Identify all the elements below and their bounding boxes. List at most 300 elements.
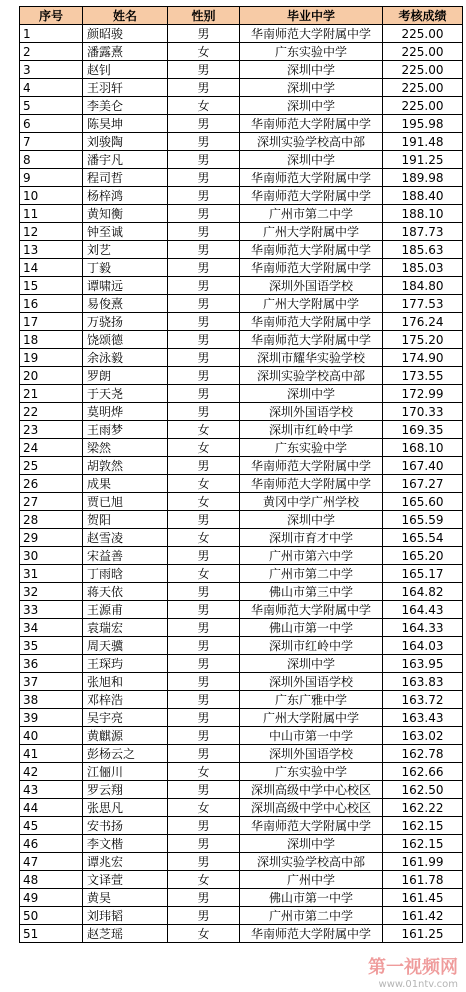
cell-no: 37 (20, 673, 83, 691)
cell-name: 易俊熹 (83, 295, 168, 313)
cell-score: 173.55 (383, 367, 463, 385)
cell-name: 宋益善 (83, 547, 168, 565)
table-row (20, 709, 463, 727)
cell-school: 深圳市红岭中学 (240, 637, 383, 655)
cell-school: 深圳中学 (240, 61, 383, 79)
table-row (20, 43, 463, 61)
cell-score: 163.72 (383, 691, 463, 709)
cell-school: 深圳中学 (240, 385, 383, 403)
cell-gender: 男 (168, 187, 240, 205)
header-score: 考核成绩 (383, 7, 463, 25)
cell-school: 佛山市第三中学 (240, 583, 383, 601)
cell-no: 10 (20, 187, 83, 205)
cell-name: 刘骏陶 (83, 133, 168, 151)
cell-name: 谭兆宏 (83, 853, 168, 871)
cell-score: 174.90 (383, 349, 463, 367)
cell-name: 江俪川 (83, 763, 168, 781)
cell-no: 25 (20, 457, 83, 475)
cell-score: 164.03 (383, 637, 463, 655)
cell-no: 4 (20, 79, 83, 97)
cell-no: 15 (20, 277, 83, 295)
cell-gender: 男 (168, 691, 240, 709)
cell-score: 185.03 (383, 259, 463, 277)
cell-school: 深圳高级中学中心校区 (240, 799, 383, 817)
score-table-container (19, 6, 463, 943)
cell-gender: 男 (168, 601, 240, 619)
table-row (20, 799, 463, 817)
cell-no: 23 (20, 421, 83, 439)
cell-school: 深圳中学 (240, 151, 383, 169)
cell-score: 165.59 (383, 511, 463, 529)
cell-score: 168.10 (383, 439, 463, 457)
cell-gender: 男 (168, 619, 240, 637)
table-row (20, 889, 463, 907)
cell-score: 164.82 (383, 583, 463, 601)
cell-school: 华南师范大学附属中学 (240, 817, 383, 835)
cell-score: 169.35 (383, 421, 463, 439)
cell-no: 19 (20, 349, 83, 367)
cell-name: 贺阳 (83, 511, 168, 529)
cell-school: 深圳中学 (240, 97, 383, 115)
cell-score: 188.10 (383, 205, 463, 223)
cell-school: 广东实验中学 (240, 763, 383, 781)
cell-score: 165.17 (383, 565, 463, 583)
cell-gender: 男 (168, 349, 240, 367)
cell-school: 深圳实验学校高中部 (240, 133, 383, 151)
cell-score: 167.40 (383, 457, 463, 475)
cell-score: 163.02 (383, 727, 463, 745)
cell-name: 于天尧 (83, 385, 168, 403)
cell-gender: 女 (168, 421, 240, 439)
table-row (20, 97, 463, 115)
cell-gender: 男 (168, 151, 240, 169)
table-row (20, 781, 463, 799)
cell-school: 广州市第二中学 (240, 205, 383, 223)
cell-name: 袁瑞宏 (83, 619, 168, 637)
table-row (20, 277, 463, 295)
cell-school: 华南师范大学附属中学 (240, 169, 383, 187)
cell-name: 莫明烨 (83, 403, 168, 421)
cell-no: 47 (20, 853, 83, 871)
cell-gender: 男 (168, 205, 240, 223)
cell-name: 成果 (83, 475, 168, 493)
table-row (20, 313, 463, 331)
table-row (20, 925, 463, 943)
cell-gender: 男 (168, 583, 240, 601)
cell-school: 华南师范大学附属中学 (240, 25, 383, 43)
cell-gender: 男 (168, 79, 240, 97)
cell-no: 22 (20, 403, 83, 421)
cell-gender: 男 (168, 727, 240, 745)
cell-gender: 男 (168, 367, 240, 385)
cell-name: 赵芝瑶 (83, 925, 168, 943)
cell-gender: 男 (168, 25, 240, 43)
cell-name: 张旭和 (83, 673, 168, 691)
table-row (20, 187, 463, 205)
table-row (20, 547, 463, 565)
cell-name: 杨梓鸿 (83, 187, 168, 205)
cell-gender: 男 (168, 907, 240, 925)
cell-score: 164.33 (383, 619, 463, 637)
cell-no: 12 (20, 223, 83, 241)
cell-name: 黄知衡 (83, 205, 168, 223)
cell-no: 20 (20, 367, 83, 385)
table-row (20, 511, 463, 529)
cell-gender: 男 (168, 889, 240, 907)
cell-school: 广州市第六中学 (240, 547, 383, 565)
cell-name: 刘艺 (83, 241, 168, 259)
table-row (20, 151, 463, 169)
cell-gender: 女 (168, 475, 240, 493)
cell-school: 华南师范大学附属中学 (240, 115, 383, 133)
cell-no: 16 (20, 295, 83, 313)
cell-name: 潘宇凡 (83, 151, 168, 169)
cell-name: 程司哲 (83, 169, 168, 187)
cell-score: 163.83 (383, 673, 463, 691)
cell-score: 172.99 (383, 385, 463, 403)
cell-gender: 女 (168, 43, 240, 61)
table-row (20, 205, 463, 223)
cell-gender: 男 (168, 115, 240, 133)
header-name: 姓名 (83, 7, 168, 25)
table-row (20, 241, 463, 259)
table-row (20, 223, 463, 241)
table-row (20, 763, 463, 781)
table-row (20, 853, 463, 871)
cell-no: 6 (20, 115, 83, 133)
cell-no: 41 (20, 745, 83, 763)
cell-score: 176.24 (383, 313, 463, 331)
cell-no: 48 (20, 871, 83, 889)
cell-name: 陈昊坤 (83, 115, 168, 133)
cell-school: 华南师范大学附属中学 (240, 475, 383, 493)
cell-score: 170.33 (383, 403, 463, 421)
cell-name: 潘露熹 (83, 43, 168, 61)
table-row (20, 673, 463, 691)
cell-no: 8 (20, 151, 83, 169)
cell-school: 华南师范大学附属中学 (240, 259, 383, 277)
cell-gender: 女 (168, 763, 240, 781)
cell-school: 深圳中学 (240, 835, 383, 853)
cell-no: 36 (20, 655, 83, 673)
table-row (20, 259, 463, 277)
cell-school: 深圳市育才中学 (240, 529, 383, 547)
cell-score: 161.45 (383, 889, 463, 907)
table-row (20, 691, 463, 709)
cell-score: 225.00 (383, 79, 463, 97)
cell-score: 195.98 (383, 115, 463, 133)
cell-score: 191.25 (383, 151, 463, 169)
cell-gender: 男 (168, 259, 240, 277)
cell-gender: 男 (168, 277, 240, 295)
cell-gender: 男 (168, 331, 240, 349)
table-row (20, 25, 463, 43)
table-body (20, 25, 463, 943)
cell-name: 赵钊 (83, 61, 168, 79)
score-table (19, 6, 463, 943)
cell-name: 周天骥 (83, 637, 168, 655)
cell-name: 饶颂德 (83, 331, 168, 349)
cell-school: 广州中学 (240, 871, 383, 889)
cell-school: 华南师范大学附属中学 (240, 187, 383, 205)
cell-school: 佛山市第一中学 (240, 889, 383, 907)
cell-gender: 男 (168, 241, 240, 259)
table-row (20, 835, 463, 853)
cell-name: 余泳毅 (83, 349, 168, 367)
cell-gender: 女 (168, 925, 240, 943)
cell-score: 162.66 (383, 763, 463, 781)
cell-school: 黄冈中学广州学校 (240, 493, 383, 511)
cell-name: 罗云翔 (83, 781, 168, 799)
header-gender: 性别 (168, 7, 240, 25)
cell-school: 广州大学附属中学 (240, 223, 383, 241)
cell-no: 34 (20, 619, 83, 637)
cell-score: 185.63 (383, 241, 463, 259)
cell-gender: 女 (168, 493, 240, 511)
cell-no: 50 (20, 907, 83, 925)
cell-score: 165.60 (383, 493, 463, 511)
cell-school: 广州市第二中学 (240, 565, 383, 583)
cell-name: 张思凡 (83, 799, 168, 817)
table-row (20, 907, 463, 925)
table-row (20, 367, 463, 385)
cell-score: 177.53 (383, 295, 463, 313)
cell-name: 李文楷 (83, 835, 168, 853)
cell-gender: 女 (168, 439, 240, 457)
cell-no: 18 (20, 331, 83, 349)
table-row (20, 529, 463, 547)
cell-gender: 女 (168, 565, 240, 583)
cell-no: 46 (20, 835, 83, 853)
cell-name: 王雨梦 (83, 421, 168, 439)
table-row (20, 439, 463, 457)
cell-no: 42 (20, 763, 83, 781)
table-row (20, 745, 463, 763)
cell-score: 164.43 (383, 601, 463, 619)
cell-name: 王源甫 (83, 601, 168, 619)
table-row (20, 601, 463, 619)
cell-gender: 女 (168, 529, 240, 547)
cell-score: 162.22 (383, 799, 463, 817)
cell-no: 51 (20, 925, 83, 943)
cell-gender: 男 (168, 709, 240, 727)
cell-no: 45 (20, 817, 83, 835)
cell-gender: 男 (168, 655, 240, 673)
cell-score: 163.43 (383, 709, 463, 727)
cell-name: 罗朗 (83, 367, 168, 385)
cell-school: 深圳外国语学校 (240, 403, 383, 421)
cell-school: 深圳市红岭中学 (240, 421, 383, 439)
cell-school: 深圳外国语学校 (240, 277, 383, 295)
cell-no: 7 (20, 133, 83, 151)
cell-no: 33 (20, 601, 83, 619)
cell-name: 颜昭骏 (83, 25, 168, 43)
cell-school: 广东实验中学 (240, 43, 383, 61)
cell-gender: 男 (168, 835, 240, 853)
header-school: 毕业中学 (240, 7, 383, 25)
cell-no: 28 (20, 511, 83, 529)
cell-no: 2 (20, 43, 83, 61)
table-row (20, 655, 463, 673)
cell-gender: 男 (168, 457, 240, 475)
cell-name: 丁毅 (83, 259, 168, 277)
cell-gender: 男 (168, 403, 240, 421)
watermark-url: www.01ntv.com (378, 979, 458, 990)
cell-score: 161.25 (383, 925, 463, 943)
cell-name: 梁然 (83, 439, 168, 457)
cell-score: 225.00 (383, 25, 463, 43)
table-row (20, 457, 463, 475)
cell-gender: 男 (168, 223, 240, 241)
watermark-logo (368, 953, 458, 990)
cell-name: 蒋天依 (83, 583, 168, 601)
cell-school: 中山市第一中学 (240, 727, 383, 745)
cell-score: 162.15 (383, 817, 463, 835)
cell-school: 华南师范大学附属中学 (240, 241, 383, 259)
cell-score: 225.00 (383, 61, 463, 79)
cell-score: 161.99 (383, 853, 463, 871)
table-row (20, 583, 463, 601)
cell-score: 162.15 (383, 835, 463, 853)
header-no: 序号 (20, 7, 83, 25)
cell-no: 44 (20, 799, 83, 817)
cell-no: 9 (20, 169, 83, 187)
cell-school: 深圳中学 (240, 511, 383, 529)
table-row (20, 133, 463, 151)
cell-no: 24 (20, 439, 83, 457)
table-row (20, 475, 463, 493)
cell-school: 广东广雅中学 (240, 691, 383, 709)
cell-school: 深圳实验学校高中部 (240, 367, 383, 385)
cell-score: 162.78 (383, 745, 463, 763)
cell-gender: 男 (168, 673, 240, 691)
cell-gender: 男 (168, 781, 240, 799)
cell-school: 佛山市第一中学 (240, 619, 383, 637)
table-row (20, 331, 463, 349)
cell-no: 31 (20, 565, 83, 583)
cell-name: 赵雪凌 (83, 529, 168, 547)
cell-score: 189.98 (383, 169, 463, 187)
cell-no: 39 (20, 709, 83, 727)
cell-score: 184.80 (383, 277, 463, 295)
cell-no: 27 (20, 493, 83, 511)
cell-score: 175.20 (383, 331, 463, 349)
cell-score: 225.00 (383, 97, 463, 115)
cell-name: 黄昊 (83, 889, 168, 907)
cell-gender: 男 (168, 169, 240, 187)
cell-no: 13 (20, 241, 83, 259)
cell-no: 49 (20, 889, 83, 907)
cell-name: 安书扬 (83, 817, 168, 835)
cell-name: 李美仑 (83, 97, 168, 115)
cell-school: 广州大学附属中学 (240, 295, 383, 313)
cell-no: 38 (20, 691, 83, 709)
cell-name: 吴宇亮 (83, 709, 168, 727)
cell-name: 贾已旭 (83, 493, 168, 511)
cell-no: 17 (20, 313, 83, 331)
cell-gender: 男 (168, 547, 240, 565)
cell-school: 深圳中学 (240, 79, 383, 97)
cell-school: 广东实验中学 (240, 439, 383, 457)
table-row (20, 493, 463, 511)
cell-gender: 男 (168, 745, 240, 763)
table-row (20, 619, 463, 637)
table-row (20, 871, 463, 889)
cell-name: 黄麒源 (83, 727, 168, 745)
cell-gender: 男 (168, 637, 240, 655)
cell-no: 29 (20, 529, 83, 547)
cell-no: 11 (20, 205, 83, 223)
cell-school: 深圳高级中学中心校区 (240, 781, 383, 799)
cell-school: 深圳中学 (240, 655, 383, 673)
cell-no: 14 (20, 259, 83, 277)
cell-name: 胡敦然 (83, 457, 168, 475)
cell-name: 邓梓浩 (83, 691, 168, 709)
cell-school: 深圳外国语学校 (240, 673, 383, 691)
cell-school: 深圳实验学校高中部 (240, 853, 383, 871)
cell-gender: 男 (168, 511, 240, 529)
cell-score: 167.27 (383, 475, 463, 493)
cell-score: 161.78 (383, 871, 463, 889)
cell-gender: 女 (168, 97, 240, 115)
cell-gender: 男 (168, 817, 240, 835)
cell-school: 广州大学附属中学 (240, 709, 383, 727)
cell-no: 40 (20, 727, 83, 745)
cell-name: 王琛玙 (83, 655, 168, 673)
cell-school: 深圳外国语学校 (240, 745, 383, 763)
table-row (20, 115, 463, 133)
watermark-brand: 第一视频网 (368, 957, 458, 978)
cell-gender: 女 (168, 871, 240, 889)
cell-gender: 女 (168, 799, 240, 817)
table-row (20, 61, 463, 79)
table-row (20, 421, 463, 439)
cell-name: 丁雨晗 (83, 565, 168, 583)
cell-score: 161.42 (383, 907, 463, 925)
table-header (20, 7, 463, 25)
cell-school: 广州市第二中学 (240, 907, 383, 925)
cell-score: 165.20 (383, 547, 463, 565)
cell-school: 华南师范大学附属中学 (240, 925, 383, 943)
cell-name: 万骁扬 (83, 313, 168, 331)
table-row (20, 637, 463, 655)
cell-no: 21 (20, 385, 83, 403)
table-row (20, 295, 463, 313)
table-row (20, 349, 463, 367)
table-row (20, 817, 463, 835)
cell-gender: 男 (168, 133, 240, 151)
cell-name: 谭啸远 (83, 277, 168, 295)
cell-no: 32 (20, 583, 83, 601)
cell-score: 163.95 (383, 655, 463, 673)
cell-gender: 男 (168, 295, 240, 313)
cell-score: 188.40 (383, 187, 463, 205)
cell-name: 钟至诚 (83, 223, 168, 241)
cell-no: 1 (20, 25, 83, 43)
cell-school: 华南师范大学附属中学 (240, 331, 383, 349)
cell-gender: 男 (168, 313, 240, 331)
table-row (20, 727, 463, 745)
header-row (20, 7, 463, 25)
cell-school: 华南师范大学附属中学 (240, 601, 383, 619)
cell-gender: 男 (168, 853, 240, 871)
cell-school: 深圳市耀华实验学校 (240, 349, 383, 367)
cell-score: 225.00 (383, 43, 463, 61)
cell-score: 162.50 (383, 781, 463, 799)
cell-no: 30 (20, 547, 83, 565)
cell-school: 华南师范大学附属中学 (240, 457, 383, 475)
cell-no: 35 (20, 637, 83, 655)
